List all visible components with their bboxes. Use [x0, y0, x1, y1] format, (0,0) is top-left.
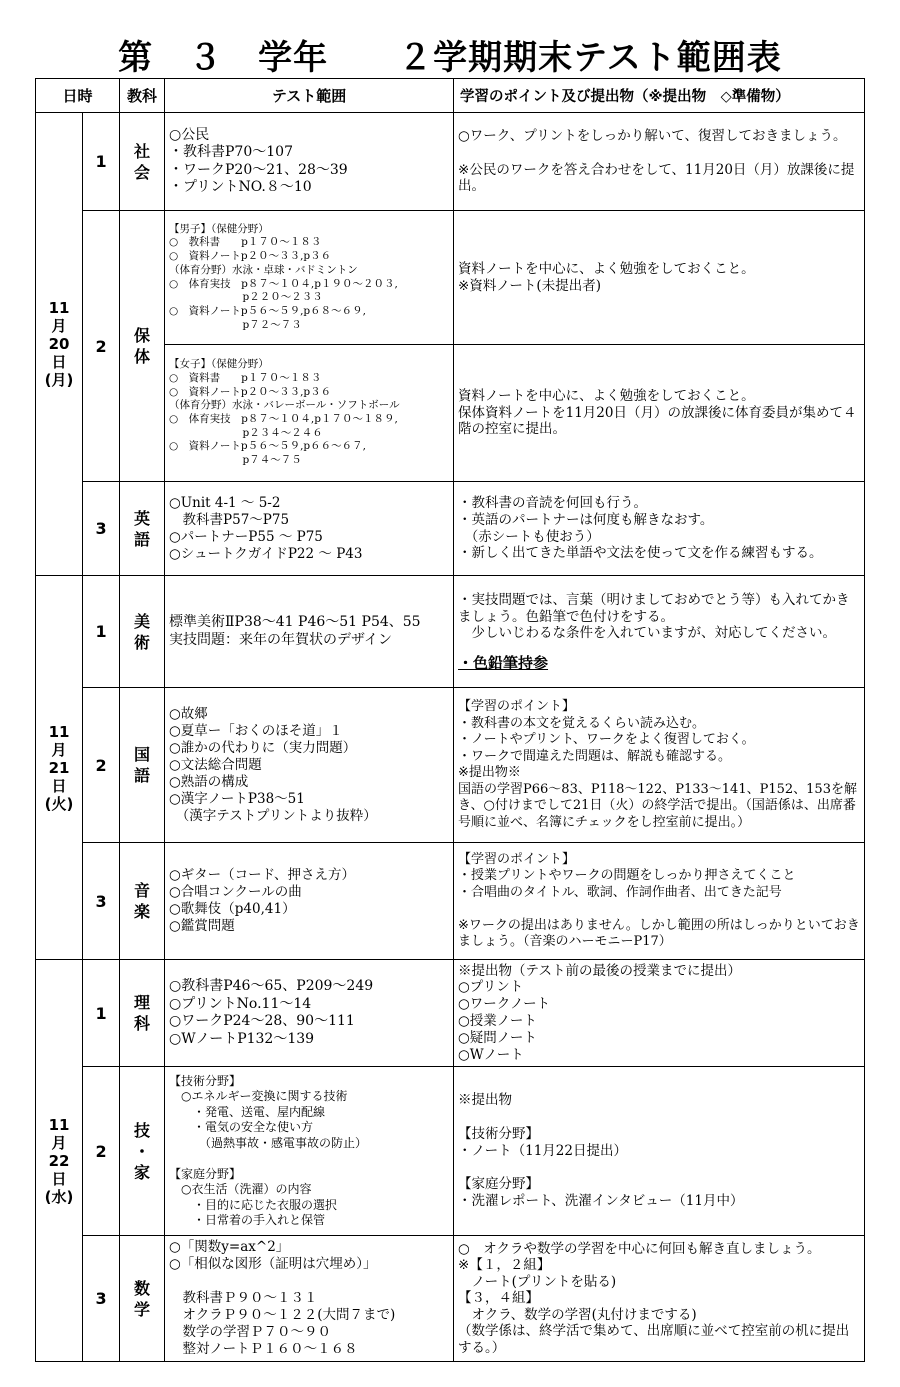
points-cell	[454, 1236, 865, 1362]
range-cell	[165, 482, 454, 576]
range-cell	[165, 843, 454, 960]
header-datetime: 日時	[36, 79, 120, 113]
header-subject: 教科	[120, 79, 165, 113]
period-number: 3	[83, 482, 120, 576]
range-text: ○ギター（コード、押さえ方） ○合唱コンクールの曲 ○歌舞伎（p40,41） ○鑑賞問題	[169, 867, 355, 934]
points-text: ○ オクラや数学の学習を中心に何回も解き直しましょう。 ※【１，２組】 ノート(プリントを貼る) 【３，４組】 オクラ、数学の学習(丸付けまでする) （数学係は、終学活で集めて、出席順に並べて控室前の机に提出する。）	[458, 1240, 850, 1356]
period-number: 2	[83, 688, 120, 843]
points-cell	[454, 688, 865, 843]
table-row	[36, 211, 865, 345]
range-cell	[165, 688, 454, 843]
subject-cell: 音 楽	[120, 843, 165, 960]
range-text: ○Unit 4-1 ～ 5-2 教科書P57～P75 ○パートナーP55 ～ P75 ○シュートクガイドP22 ～ P43	[169, 494, 363, 562]
range-cell	[165, 1236, 454, 1362]
table-row	[36, 960, 865, 1067]
range-text: ○「関数y=ax^2」 ○「相似な図形（証明は穴埋め）」 教科書Ｐ９０～１３１ オクラＰ９０～１２２(大問７まで) 数学の学習Ｐ７０～９０ 整対ノートＰ１６０～１６８	[169, 1239, 396, 1357]
table-row	[36, 482, 865, 576]
table-row	[36, 688, 865, 843]
points-text: ※提出物 【技術分野】 ・ノート（11月22日提出） 【家庭分野】 ・洗濯レポート、洗濯インタビュー（11月中）	[458, 1092, 744, 1209]
points-text: 【学習のポイント】 ・授業プリントやワークの問題をしっかり押さえてくこと ・合唱曲のタイトル、歌詞、作詞作曲者、出てきた記号 ※ワークの提出はありません。しかし範囲の所はしっかりといておきましょう。（音楽のハーモニーP17）	[458, 851, 860, 949]
range-text: ○故郷 ○夏草ー「おくのほそ道」１ ○誰かの代わりに（実力問題） ○文法総合問題 ○熟語の構成 ○漢字ノートP38～51 （漢字テストプリントより抜粋）	[169, 705, 377, 824]
header-points: 学習のポイント及び提出物（※提出物 ◇準備物）	[454, 79, 865, 113]
table-row	[36, 1236, 865, 1362]
range-text: 【男子】（保健分野） ○ 教科書 p１７０～１８３ ○ 資料ノートp２０～３３,p３６ （体育分野）水泳・卓球・バドミントン ○ 体育実技 p８７～１０４,p１９０～２０３, p２２０～２３３ ○ 資料ノートp５６～５９,p６８～６９, p７２～７３	[169, 222, 398, 331]
range-cell	[165, 345, 454, 482]
points-text: 【学習のポイント】 ・教科書の本文を覚えるくらい読み込む。 ・ノートやプリント、ワークをよく復習しておく。 ・ワークで間違えた問題は、解説も確認する。 ※提出物※ 国語の学習P66～83、P118～122、P133～141、P152、153を解き、○付けまでして21日（火）の終学活で提出。（国語係は、出席番号順に並べ、名簿にチェックをし控室前に提出。）	[458, 699, 857, 830]
points-cell	[454, 482, 865, 576]
date-cell: 11 月 21 日 (火)	[36, 576, 83, 960]
points-text: ・教科書の音読を何回も行う。 ・英語のパートナーは何度も解きなおす。 （赤シートも使おう） ・新しく出てきた単語や文法を使って文を作る練習もする。	[458, 494, 823, 562]
points-text: ○ワーク、プリントをしっかり解いて、復習しておきましょう。 ※公民のワークを答え合わせをして、11月20日（月）放課後に提出。	[458, 127, 855, 195]
range-text: 【女子】（保健分野） ○ 資料書 p１７０～１８３ ○ 資料ノートp２０～３３,p３６ （体育分野）水泳・バレーボール・ソフトボール ○ 体育実技 p８７～１０４,p１７０～１８９, p２３４～２４６ ○ 資料ノートp５６～５９,p６６～６７, p７４～７５	[169, 358, 400, 467]
page-title: 第 ３ 学年 ２学期期末テスト範囲表	[118, 38, 782, 78]
period-number: 3	[83, 1236, 120, 1362]
points-text: 資料ノートを中心に、よく勉強をしておくこと。 ※資料ノート(未提出者)	[458, 260, 755, 294]
points-cell	[454, 345, 865, 482]
points-cell	[454, 113, 865, 211]
subject-cell: 美 術	[120, 576, 165, 688]
period-number: 1	[83, 576, 120, 688]
date-cell: 11 月 20 日 (月)	[36, 113, 83, 576]
points-cell	[454, 1067, 865, 1236]
range-cell	[165, 211, 454, 345]
period-number: 2	[83, 211, 120, 482]
range-cell	[165, 1067, 454, 1236]
subject-cell: 社 会	[120, 113, 165, 211]
range-cell	[165, 113, 454, 211]
range-text: ○教科書P46～65、P209～249 ○プリントNo.11～14 ○ワークP24～28、90～111 ○WノートP132～139	[169, 978, 374, 1047]
subject-cell: 保 体	[120, 211, 165, 482]
subject-cell: 英 語	[120, 482, 165, 576]
bring-colored-pencils: ・色鉛筆持参	[458, 654, 549, 673]
period-number: 2	[83, 1067, 120, 1236]
points-cell	[454, 960, 865, 1067]
points-cell	[454, 211, 865, 345]
points-text: ※提出物（テスト前の最後の授業までに提出） ○プリント ○ワークノート ○授業ノート ○疑問ノート ○Wノート	[458, 962, 741, 1063]
points-text: ・実技問題では、言葉（明けましておめでとう等）も入れてかきましょう。色鉛筆で色付けをする。 少しいじわるな条件を入れていますが、対応してください。	[458, 591, 850, 642]
header-range: テスト範囲	[165, 79, 454, 113]
table-row	[36, 113, 865, 211]
range-cell	[165, 960, 454, 1067]
header-row	[36, 79, 865, 113]
points-cell	[454, 843, 865, 960]
period-number: 1	[83, 113, 120, 211]
range-text: ○公民 ・教科書P70～107 ・ワークP20～21、28～39 ・プリントNO.８～10	[169, 126, 348, 195]
period-number: 1	[83, 960, 120, 1067]
table-row	[36, 576, 865, 688]
points-cell	[454, 576, 865, 688]
test-range-table	[35, 78, 865, 1362]
table-row	[36, 1067, 865, 1236]
subject-cell: 理 科	[120, 960, 165, 1067]
points-text: 資料ノートを中心に、よく勉強をしておくこと。 保体資料ノートを11月20日（月）の放課後に体育委員が集めて４階の控室に提出。	[458, 387, 857, 438]
range-text: 【技術分野】 ○エネルギー変換に関する技術 ・発電、送電、屋内配線 ・電気の安全な使い方 （過熱事故・感電事故の防止） 【家庭分野】 ○衣生活（洗濯）の内容 ・目的に応じた衣服の選択 ・日常着の手入れと保管	[169, 1073, 368, 1227]
range-cell	[165, 576, 454, 688]
range-text: 標準美術ⅡP38～41 P46～51 P54、55 実技問題：来年の年賀状のデザイン	[169, 614, 421, 648]
date-cell: 11 月 22 日 (水)	[36, 960, 83, 1362]
period-number: 3	[83, 843, 120, 960]
subject-cell: 数 学	[120, 1236, 165, 1362]
table-row	[36, 843, 865, 960]
subject-cell: 国 語	[120, 688, 165, 843]
subject-cell: 技 ・ 家	[120, 1067, 165, 1236]
